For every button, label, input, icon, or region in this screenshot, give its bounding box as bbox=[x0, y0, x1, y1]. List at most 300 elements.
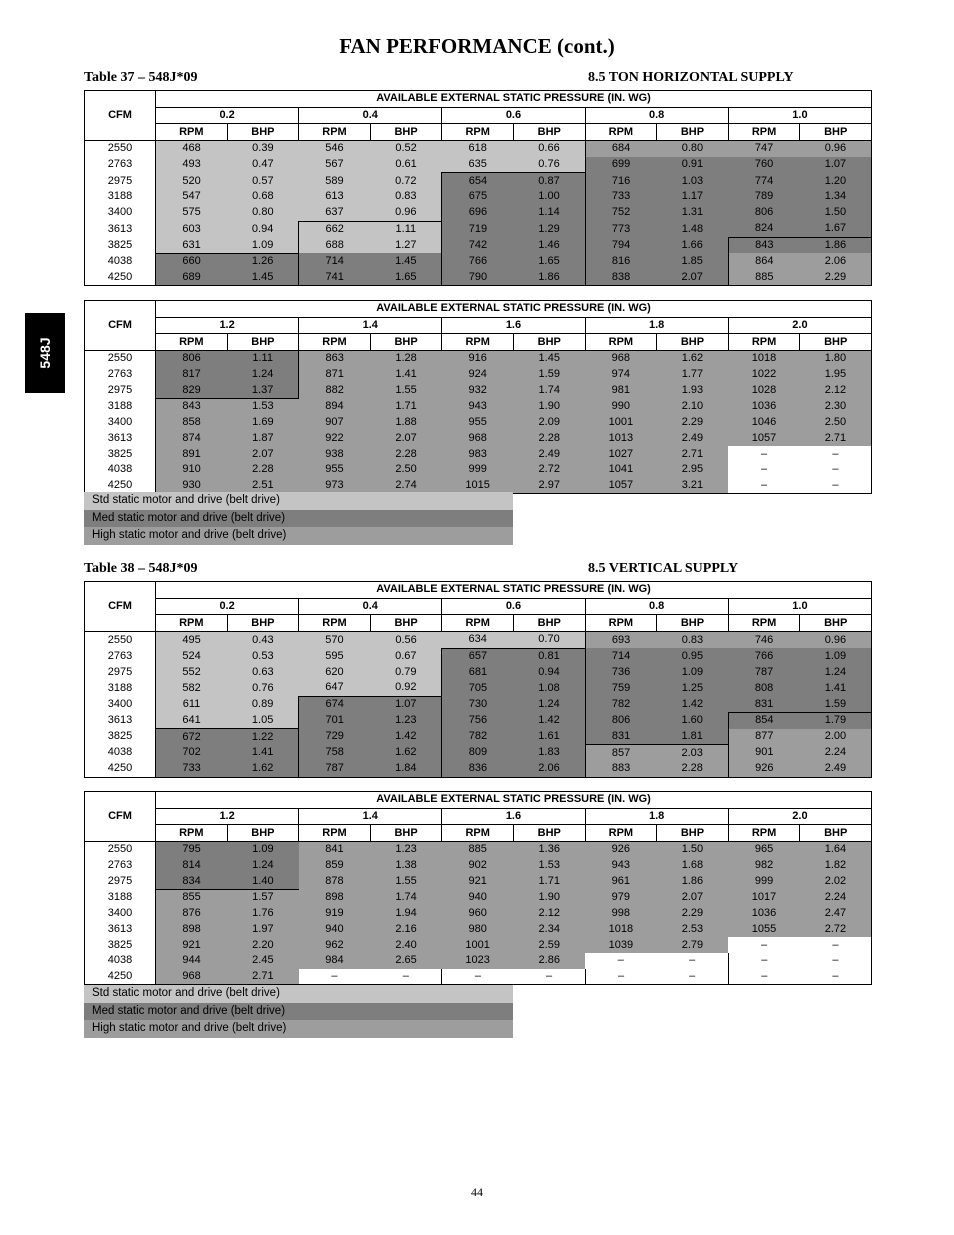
cfm-value: 2975 bbox=[85, 664, 156, 680]
rpm-header: RPM bbox=[585, 615, 657, 632]
cfm-value: 2975 bbox=[85, 873, 156, 889]
bhp-value: 1.24 bbox=[227, 858, 299, 874]
bhp-value: 1.85 bbox=[657, 253, 729, 269]
bhp-header: BHP bbox=[800, 334, 872, 351]
bhp-value: 2.09 bbox=[513, 415, 585, 431]
rpm-header: RPM bbox=[728, 615, 800, 632]
bhp-value: 1.28 bbox=[370, 351, 442, 367]
bhp-value: 1.76 bbox=[227, 906, 299, 922]
cfm-value: 3188 bbox=[85, 680, 156, 696]
bhp-value: 1.64 bbox=[800, 842, 872, 858]
bhp-value: – bbox=[657, 953, 729, 969]
rpm-value: 864 bbox=[728, 253, 800, 269]
bhp-value: 1.05 bbox=[227, 713, 299, 729]
rpm-header: RPM bbox=[442, 124, 514, 141]
bhp-value: 1.09 bbox=[227, 842, 299, 858]
table-row bbox=[85, 937, 872, 953]
rpm-value: 817 bbox=[156, 367, 228, 383]
bhp-value: 2.00 bbox=[800, 729, 872, 745]
bhp-value: 1.87 bbox=[227, 431, 299, 447]
legend-high-static: High static motor and drive (belt drive) bbox=[84, 1020, 513, 1038]
pressure-value-header: 1.2 bbox=[156, 808, 299, 825]
rpm-value: 877 bbox=[728, 729, 800, 745]
pressure-header: AVAILABLE EXTERNAL STATIC PRESSURE (IN. WG) bbox=[156, 582, 872, 599]
legend-std-static: Std static motor and drive (belt drive) bbox=[84, 492, 513, 510]
rpm-value: 660 bbox=[156, 253, 228, 269]
rpm-value: 973 bbox=[299, 478, 371, 494]
cfm-header: CFM bbox=[85, 91, 156, 141]
bhp-value: 1.74 bbox=[370, 890, 442, 906]
rpm-value: 814 bbox=[156, 858, 228, 874]
bhp-header: BHP bbox=[513, 334, 585, 351]
rpm-value: 794 bbox=[585, 237, 657, 253]
rpm-value: 760 bbox=[728, 157, 800, 173]
rpm-value: – bbox=[728, 446, 800, 462]
rpm-value: – bbox=[728, 953, 800, 969]
bhp-value: 2.07 bbox=[227, 446, 299, 462]
bhp-value: 2.95 bbox=[657, 462, 729, 478]
bhp-header: BHP bbox=[513, 825, 585, 842]
rpm-value: 962 bbox=[299, 937, 371, 953]
bhp-value: 2.79 bbox=[657, 937, 729, 953]
rpm-value: 922 bbox=[299, 431, 371, 447]
rpm-header: RPM bbox=[156, 825, 228, 842]
bhp-value: 3.21 bbox=[657, 478, 729, 494]
rpm-value: 834 bbox=[156, 873, 228, 889]
bhp-value: 1.62 bbox=[227, 761, 299, 777]
bhp-value: 2.65 bbox=[370, 953, 442, 969]
pressure-value-header: 0.6 bbox=[442, 107, 585, 124]
cfm-value: 2550 bbox=[85, 351, 156, 367]
bhp-value: 2.16 bbox=[370, 922, 442, 938]
rpm-value: – bbox=[728, 478, 800, 494]
bhp-value: 2.24 bbox=[800, 890, 872, 906]
rpm-value: 919 bbox=[299, 906, 371, 922]
table-row bbox=[85, 648, 872, 664]
bhp-value: 2.72 bbox=[800, 922, 872, 938]
rpm-header: RPM bbox=[728, 334, 800, 351]
rpm-value: 859 bbox=[299, 858, 371, 874]
table-row bbox=[85, 761, 872, 777]
rpm-value: 902 bbox=[442, 858, 514, 874]
table-38-part-2 bbox=[84, 791, 872, 985]
bhp-header: BHP bbox=[657, 825, 729, 842]
bhp-value: 1.95 bbox=[800, 367, 872, 383]
table-row bbox=[85, 367, 872, 383]
bhp-value: 1.71 bbox=[370, 399, 442, 415]
cfm-value: 2763 bbox=[85, 367, 156, 383]
bhp-value: – bbox=[800, 478, 872, 494]
rpm-value: 968 bbox=[156, 969, 228, 985]
bhp-value: 2.34 bbox=[513, 922, 585, 938]
pressure-value-header: 1.0 bbox=[728, 107, 871, 124]
bhp-value: 1.68 bbox=[657, 858, 729, 874]
bhp-value: 1.48 bbox=[657, 221, 729, 237]
bhp-value: 1.97 bbox=[227, 922, 299, 938]
rpm-value: 782 bbox=[585, 696, 657, 712]
rpm-value: 1036 bbox=[728, 906, 800, 922]
bhp-value: 0.96 bbox=[370, 205, 442, 221]
rpm-value: 921 bbox=[156, 937, 228, 953]
bhp-value: 1.80 bbox=[800, 351, 872, 367]
rpm-value: – bbox=[728, 969, 800, 985]
bhp-value: 1.65 bbox=[513, 253, 585, 269]
table-row bbox=[85, 237, 872, 253]
table-37-subtitle: 8.5 TON HORIZONTAL SUPPLY bbox=[588, 70, 794, 85]
bhp-value: 0.53 bbox=[227, 648, 299, 664]
pressure-value-header: 0.4 bbox=[299, 107, 442, 124]
bhp-value: 2.86 bbox=[513, 953, 585, 969]
rpm-value: 938 bbox=[299, 446, 371, 462]
cfm-value: 3613 bbox=[85, 713, 156, 729]
bhp-value: 1.36 bbox=[513, 842, 585, 858]
rpm-value: 637 bbox=[299, 205, 371, 221]
rpm-value: 766 bbox=[728, 648, 800, 664]
bhp-value: 2.28 bbox=[370, 446, 442, 462]
rpm-value: 790 bbox=[442, 270, 514, 286]
table-row bbox=[85, 221, 872, 237]
bhp-value: 2.50 bbox=[800, 415, 872, 431]
rpm-value: 901 bbox=[728, 745, 800, 761]
rpm-header: RPM bbox=[299, 615, 371, 632]
table-row bbox=[85, 382, 872, 398]
bhp-value: 1.42 bbox=[657, 696, 729, 712]
table-row bbox=[85, 858, 872, 874]
rpm-value: 943 bbox=[442, 399, 514, 415]
rpm-value: 1041 bbox=[585, 462, 657, 478]
bhp-value: 1.29 bbox=[513, 221, 585, 237]
bhp-value: 1.59 bbox=[513, 367, 585, 383]
rpm-value: 742 bbox=[442, 237, 514, 253]
table-row bbox=[85, 745, 872, 761]
bhp-header: BHP bbox=[513, 615, 585, 632]
rpm-value: 878 bbox=[299, 873, 371, 889]
rpm-header: RPM bbox=[299, 334, 371, 351]
rpm-value: 620 bbox=[299, 664, 371, 680]
pressure-value-header: 1.4 bbox=[299, 808, 442, 825]
bhp-value: 0.92 bbox=[370, 680, 442, 696]
bhp-value: 1.46 bbox=[513, 237, 585, 253]
pressure-header: AVAILABLE EXTERNAL STATIC PRESSURE (IN. WG) bbox=[156, 301, 872, 318]
rpm-value: 702 bbox=[156, 745, 228, 761]
bhp-value: 0.63 bbox=[227, 664, 299, 680]
bhp-value: 1.60 bbox=[657, 713, 729, 729]
rpm-value: 747 bbox=[728, 141, 800, 157]
bhp-header: BHP bbox=[657, 615, 729, 632]
table-row bbox=[85, 415, 872, 431]
bhp-value: 0.43 bbox=[227, 632, 299, 649]
bhp-value: 0.61 bbox=[370, 157, 442, 173]
bhp-value: 1.77 bbox=[657, 367, 729, 383]
rpm-value: – bbox=[299, 969, 371, 985]
bhp-value: 0.94 bbox=[513, 664, 585, 680]
rpm-value: 582 bbox=[156, 680, 228, 696]
rpm-value: 714 bbox=[299, 253, 371, 269]
rpm-value: 876 bbox=[156, 906, 228, 922]
bhp-value: 2.74 bbox=[370, 478, 442, 494]
table-row bbox=[85, 953, 872, 969]
cfm-value: 3825 bbox=[85, 237, 156, 253]
bhp-value: – bbox=[513, 969, 585, 985]
bhp-value: 2.07 bbox=[657, 270, 729, 286]
rpm-value: 662 bbox=[299, 221, 371, 237]
bhp-value: 0.47 bbox=[227, 157, 299, 173]
rpm-value: 693 bbox=[585, 632, 657, 649]
rpm-header: RPM bbox=[585, 825, 657, 842]
side-tab bbox=[25, 313, 65, 393]
rpm-value: 552 bbox=[156, 664, 228, 680]
rpm-value: 1001 bbox=[585, 415, 657, 431]
rpm-header: RPM bbox=[585, 334, 657, 351]
rpm-value: 758 bbox=[299, 745, 371, 761]
bhp-value: 0.96 bbox=[800, 632, 872, 649]
rpm-value: 672 bbox=[156, 729, 228, 745]
pressure-value-header: 0.8 bbox=[585, 107, 728, 124]
bhp-value: 1.09 bbox=[657, 664, 729, 680]
table-row bbox=[85, 351, 872, 367]
table-row bbox=[85, 632, 872, 649]
bhp-header: BHP bbox=[657, 124, 729, 141]
rpm-value: 921 bbox=[442, 873, 514, 889]
bhp-value: 1.53 bbox=[227, 399, 299, 415]
rpm-value: 857 bbox=[585, 745, 657, 761]
bhp-value: 1.50 bbox=[800, 205, 872, 221]
rpm-value: 907 bbox=[299, 415, 371, 431]
side-tab-label: 548J bbox=[37, 337, 53, 369]
cfm-value: 4250 bbox=[85, 761, 156, 777]
table-row bbox=[85, 729, 872, 745]
rpm-value: 883 bbox=[585, 761, 657, 777]
rpm-value: 885 bbox=[442, 842, 514, 858]
rpm-value: 746 bbox=[728, 632, 800, 649]
bhp-value: 1.83 bbox=[513, 745, 585, 761]
rpm-value: 719 bbox=[442, 221, 514, 237]
table-row bbox=[85, 890, 872, 906]
bhp-value: 1.74 bbox=[513, 382, 585, 398]
rpm-value: 932 bbox=[442, 382, 514, 398]
bhp-value: 1.94 bbox=[370, 906, 442, 922]
rpm-value: 806 bbox=[585, 713, 657, 729]
rpm-value: 631 bbox=[156, 237, 228, 253]
rpm-header: RPM bbox=[299, 825, 371, 842]
bhp-header: BHP bbox=[227, 615, 299, 632]
bhp-value: 1.86 bbox=[513, 270, 585, 286]
bhp-value: 0.68 bbox=[227, 189, 299, 205]
bhp-value: 1.42 bbox=[513, 713, 585, 729]
cfm-header: CFM bbox=[85, 582, 156, 632]
pressure-header: AVAILABLE EXTERNAL STATIC PRESSURE (IN. WG) bbox=[156, 91, 872, 108]
cfm-value: 4250 bbox=[85, 478, 156, 494]
bhp-value: 2.12 bbox=[513, 906, 585, 922]
bhp-value: 1.09 bbox=[227, 237, 299, 253]
table-row bbox=[85, 253, 872, 269]
rpm-value: 924 bbox=[442, 367, 514, 383]
rpm-value: 733 bbox=[585, 189, 657, 205]
rpm-value: 1017 bbox=[728, 890, 800, 906]
table-row bbox=[85, 399, 872, 415]
rpm-value: 1028 bbox=[728, 382, 800, 398]
cfm-header: CFM bbox=[85, 792, 156, 842]
bhp-value: – bbox=[800, 969, 872, 985]
bhp-value: 1.81 bbox=[657, 729, 729, 745]
rpm-value: 930 bbox=[156, 478, 228, 494]
bhp-value: 0.80 bbox=[227, 205, 299, 221]
cfm-value: 4250 bbox=[85, 270, 156, 286]
bhp-value: 0.70 bbox=[513, 632, 585, 649]
rpm-value: 520 bbox=[156, 173, 228, 189]
rpm-value: 570 bbox=[299, 632, 371, 649]
bhp-value: 1.26 bbox=[227, 253, 299, 269]
rpm-value: 910 bbox=[156, 462, 228, 478]
bhp-header: BHP bbox=[370, 334, 442, 351]
rpm-value: 611 bbox=[156, 696, 228, 712]
rpm-value: 898 bbox=[156, 922, 228, 938]
bhp-value: 1.17 bbox=[657, 189, 729, 205]
rpm-value: 983 bbox=[442, 446, 514, 462]
rpm-value: 960 bbox=[442, 906, 514, 922]
rpm-value: 979 bbox=[585, 890, 657, 906]
pressure-value-header: 0.4 bbox=[299, 598, 442, 615]
bhp-value: 2.28 bbox=[657, 761, 729, 777]
rpm-value: 916 bbox=[442, 351, 514, 367]
rpm-value: 773 bbox=[585, 221, 657, 237]
bhp-value: 2.06 bbox=[513, 761, 585, 777]
rpm-value: 843 bbox=[728, 237, 800, 253]
cfm-value: 3188 bbox=[85, 189, 156, 205]
cfm-value: 3400 bbox=[85, 205, 156, 221]
bhp-header: BHP bbox=[227, 124, 299, 141]
bhp-value: 2.30 bbox=[800, 399, 872, 415]
bhp-value: 0.94 bbox=[227, 221, 299, 237]
table-row bbox=[85, 906, 872, 922]
rpm-header: RPM bbox=[728, 124, 800, 141]
cfm-value: 2763 bbox=[85, 648, 156, 664]
bhp-value: 1.84 bbox=[370, 761, 442, 777]
table-37-caption: Table 37 – 548J*09 bbox=[84, 70, 198, 85]
rpm-header: RPM bbox=[442, 825, 514, 842]
bhp-value: 2.72 bbox=[513, 462, 585, 478]
bhp-value: 1.45 bbox=[513, 351, 585, 367]
bhp-value: – bbox=[800, 937, 872, 953]
bhp-value: 2.97 bbox=[513, 478, 585, 494]
rpm-value: 999 bbox=[728, 873, 800, 889]
bhp-value: 0.39 bbox=[227, 141, 299, 157]
cfm-value: 2550 bbox=[85, 632, 156, 649]
cfm-value: 3825 bbox=[85, 446, 156, 462]
rpm-value: 968 bbox=[442, 431, 514, 447]
table-row bbox=[85, 173, 872, 189]
table-row bbox=[85, 969, 872, 985]
rpm-value: 974 bbox=[585, 367, 657, 383]
rpm-value: 898 bbox=[299, 890, 371, 906]
table-37-part-2 bbox=[84, 300, 872, 494]
rpm-value: 829 bbox=[156, 382, 228, 398]
bhp-value: 1.07 bbox=[800, 157, 872, 173]
pressure-value-header: 0.2 bbox=[156, 107, 299, 124]
rpm-header: RPM bbox=[728, 825, 800, 842]
cfm-value: 3400 bbox=[85, 906, 156, 922]
bhp-value: 2.07 bbox=[657, 890, 729, 906]
bhp-value: 2.28 bbox=[513, 431, 585, 447]
table-37-heading bbox=[84, 70, 870, 88]
bhp-header: BHP bbox=[800, 124, 872, 141]
bhp-value: 1.61 bbox=[513, 729, 585, 745]
bhp-value: 0.66 bbox=[513, 141, 585, 157]
bhp-value: 1.24 bbox=[513, 696, 585, 712]
rpm-value: 595 bbox=[299, 648, 371, 664]
bhp-value: 1.69 bbox=[227, 415, 299, 431]
rpm-value: 654 bbox=[442, 173, 514, 189]
bhp-value: 1.11 bbox=[227, 351, 299, 367]
rpm-value: 984 bbox=[299, 953, 371, 969]
bhp-value: 2.24 bbox=[800, 745, 872, 761]
table-38-caption: Table 38 – 548J*09 bbox=[84, 561, 198, 576]
rpm-value: 944 bbox=[156, 953, 228, 969]
rpm-header: RPM bbox=[156, 334, 228, 351]
bhp-value: 0.95 bbox=[657, 648, 729, 664]
rpm-value: 752 bbox=[585, 205, 657, 221]
table-row bbox=[85, 680, 872, 696]
cfm-value: 3400 bbox=[85, 415, 156, 431]
bhp-value: 1.62 bbox=[657, 351, 729, 367]
rpm-value: 885 bbox=[728, 270, 800, 286]
bhp-value: 0.79 bbox=[370, 664, 442, 680]
bhp-value: 1.37 bbox=[227, 382, 299, 398]
cfm-value: 2550 bbox=[85, 141, 156, 157]
bhp-value: 1.41 bbox=[370, 367, 442, 383]
rpm-value: 874 bbox=[156, 431, 228, 447]
rpm-value: 854 bbox=[728, 713, 800, 729]
bhp-value: 2.29 bbox=[657, 906, 729, 922]
bhp-value: – bbox=[800, 462, 872, 478]
rpm-value: 546 bbox=[299, 141, 371, 157]
bhp-value: 1.62 bbox=[370, 745, 442, 761]
bhp-value: 2.06 bbox=[800, 253, 872, 269]
rpm-value: 981 bbox=[585, 382, 657, 398]
table-row bbox=[85, 873, 872, 889]
rpm-header: RPM bbox=[442, 615, 514, 632]
rpm-value: 716 bbox=[585, 173, 657, 189]
bhp-value: 1.25 bbox=[657, 680, 729, 696]
table-row bbox=[85, 664, 872, 680]
rpm-value: 982 bbox=[728, 858, 800, 874]
bhp-value: 0.56 bbox=[370, 632, 442, 649]
rpm-value: 940 bbox=[442, 890, 514, 906]
rpm-value: 603 bbox=[156, 221, 228, 237]
rpm-value: 787 bbox=[728, 664, 800, 680]
bhp-value: 1.14 bbox=[513, 205, 585, 221]
cfm-value: 2550 bbox=[85, 842, 156, 858]
cfm-value: 4250 bbox=[85, 969, 156, 985]
pressure-value-header: 1.0 bbox=[728, 598, 871, 615]
bhp-value: 2.49 bbox=[800, 761, 872, 777]
legend-med-static: Med static motor and drive (belt drive) bbox=[84, 1003, 513, 1021]
bhp-value: 1.11 bbox=[370, 221, 442, 237]
rpm-value: 705 bbox=[442, 680, 514, 696]
rpm-value: 468 bbox=[156, 141, 228, 157]
bhp-value: 0.67 bbox=[370, 648, 442, 664]
pressure-value-header: 1.8 bbox=[585, 808, 728, 825]
rpm-value: 999 bbox=[442, 462, 514, 478]
rpm-header: RPM bbox=[442, 334, 514, 351]
bhp-value: 2.47 bbox=[800, 906, 872, 922]
bhp-value: 0.57 bbox=[227, 173, 299, 189]
pressure-value-header: 1.6 bbox=[442, 808, 585, 825]
bhp-value: 2.53 bbox=[657, 922, 729, 938]
cfm-value: 2975 bbox=[85, 382, 156, 398]
bhp-value: 1.20 bbox=[800, 173, 872, 189]
table-38-legend bbox=[84, 985, 513, 1038]
